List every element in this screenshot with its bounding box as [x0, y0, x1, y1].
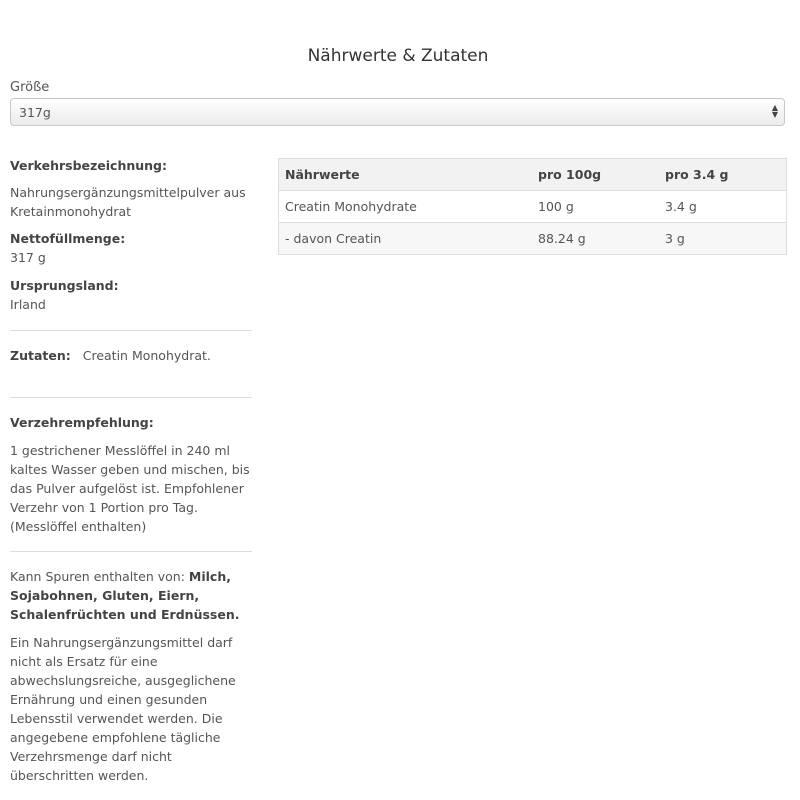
header-per-100g: pro 100g: [532, 159, 659, 191]
ingredients-label: Zutaten:: [10, 348, 71, 363]
allergen-prefix: Kann Spuren enthalten von:: [10, 569, 185, 584]
table-header-row: [279, 159, 787, 191]
ingredients-row: [10, 346, 252, 365]
size-select-value: 317g: [19, 105, 51, 120]
disclaimer: Ein Nahrungsergänzungsmittel darf nicht als Ersatz für eine abwechslungsreiche, ausgeglichene Ernährung und einen gesunden Lebensstil verwendet werden. Die angegebene empfohlene tägliche Verzehrsmenge darf nicht überschritten werden.: [10, 635, 236, 783]
size-label: Größe: [10, 80, 50, 95]
net-quantity-value: 317 g: [10, 250, 46, 265]
cell-per-serving: 3.4 g: [659, 191, 787, 223]
allergen-notice: [10, 567, 252, 624]
origin-label: Ursprungsland:: [10, 278, 119, 293]
ingredients-value: Creatin Monohydrat.: [82, 348, 211, 363]
cell-per-100g: 88.24 g: [532, 223, 659, 255]
net-quantity-label: Nettofüllmenge:: [10, 231, 126, 246]
cell-per-100g: 100 g: [532, 191, 659, 223]
nutrition-table: [278, 158, 787, 255]
cell-per-serving: 3 g: [659, 223, 787, 255]
product-info: [10, 156, 252, 785]
size-select[interactable]: [10, 98, 785, 126]
recommendation-value: 1 gestrichener Messlöffel in 240 ml kaltes Wasser geben und mischen, bis das Pulver aufgelöst ist. Empfohlener Verzehr von 1 Portion pro Tag. (Messlöffel enthalten): [10, 443, 250, 534]
origin-value: Irland: [10, 297, 46, 312]
designation-label: Verkehrsbezeichnung:: [10, 158, 168, 173]
recommendation-label: Verzehrempfehlung:: [10, 415, 154, 430]
allergen-list: Milch, Sojabohnen, Gluten, Eiern, Schalenfrüchten und Erdnüssen.: [10, 569, 240, 622]
page-title: Nährwerte & Zutaten: [307, 46, 489, 66]
cell-nutrient: Creatin Monohydrate: [279, 191, 533, 223]
header-nutrient: Nährwerte: [279, 159, 533, 191]
select-arrows-icon: ▲ ▼: [771, 103, 778, 119]
designation-value: Nahrungsergänzungsmittelpulver aus Kretainmonohydrat: [10, 185, 246, 219]
cell-nutrient: - davon Creatin: [279, 223, 533, 255]
table-row: [279, 223, 787, 255]
header-per-serving: pro 3.4 g: [659, 159, 787, 191]
table-row: [279, 191, 787, 223]
